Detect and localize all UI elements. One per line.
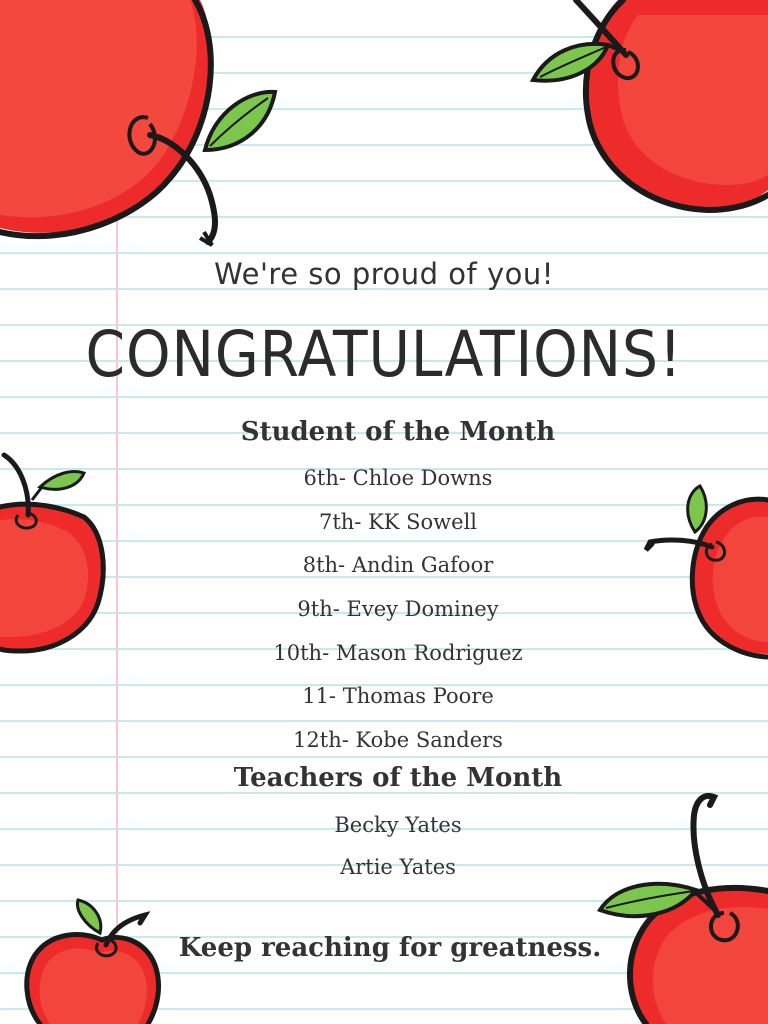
student-list-item: 9th- Evey Dominey xyxy=(297,597,499,621)
tagline: We're so proud of you! xyxy=(214,257,554,291)
student-list-item: 8th- Andin Gafoor xyxy=(302,553,494,577)
closing-message: Keep reaching for greatness. xyxy=(178,933,602,963)
student-list-item: 11- Thomas Poore xyxy=(302,684,494,708)
student-list-item: 12th- Kobe Sanders xyxy=(293,728,503,752)
teacher-list-item: Becky Yates xyxy=(334,813,462,837)
student-list-item: 6th- Chloe Downs xyxy=(303,466,493,490)
students-section-title: Student of the Month xyxy=(240,417,556,447)
student-list-item: 10th- Mason Rodriguez xyxy=(273,641,523,665)
student-list-item: 7th- KK Sowell xyxy=(318,510,477,534)
teacher-list-item: Artie Yates xyxy=(340,855,456,879)
headline: CONGRATULATIONS! xyxy=(85,318,683,391)
teachers-section-title: Teachers of the Month xyxy=(233,763,563,793)
